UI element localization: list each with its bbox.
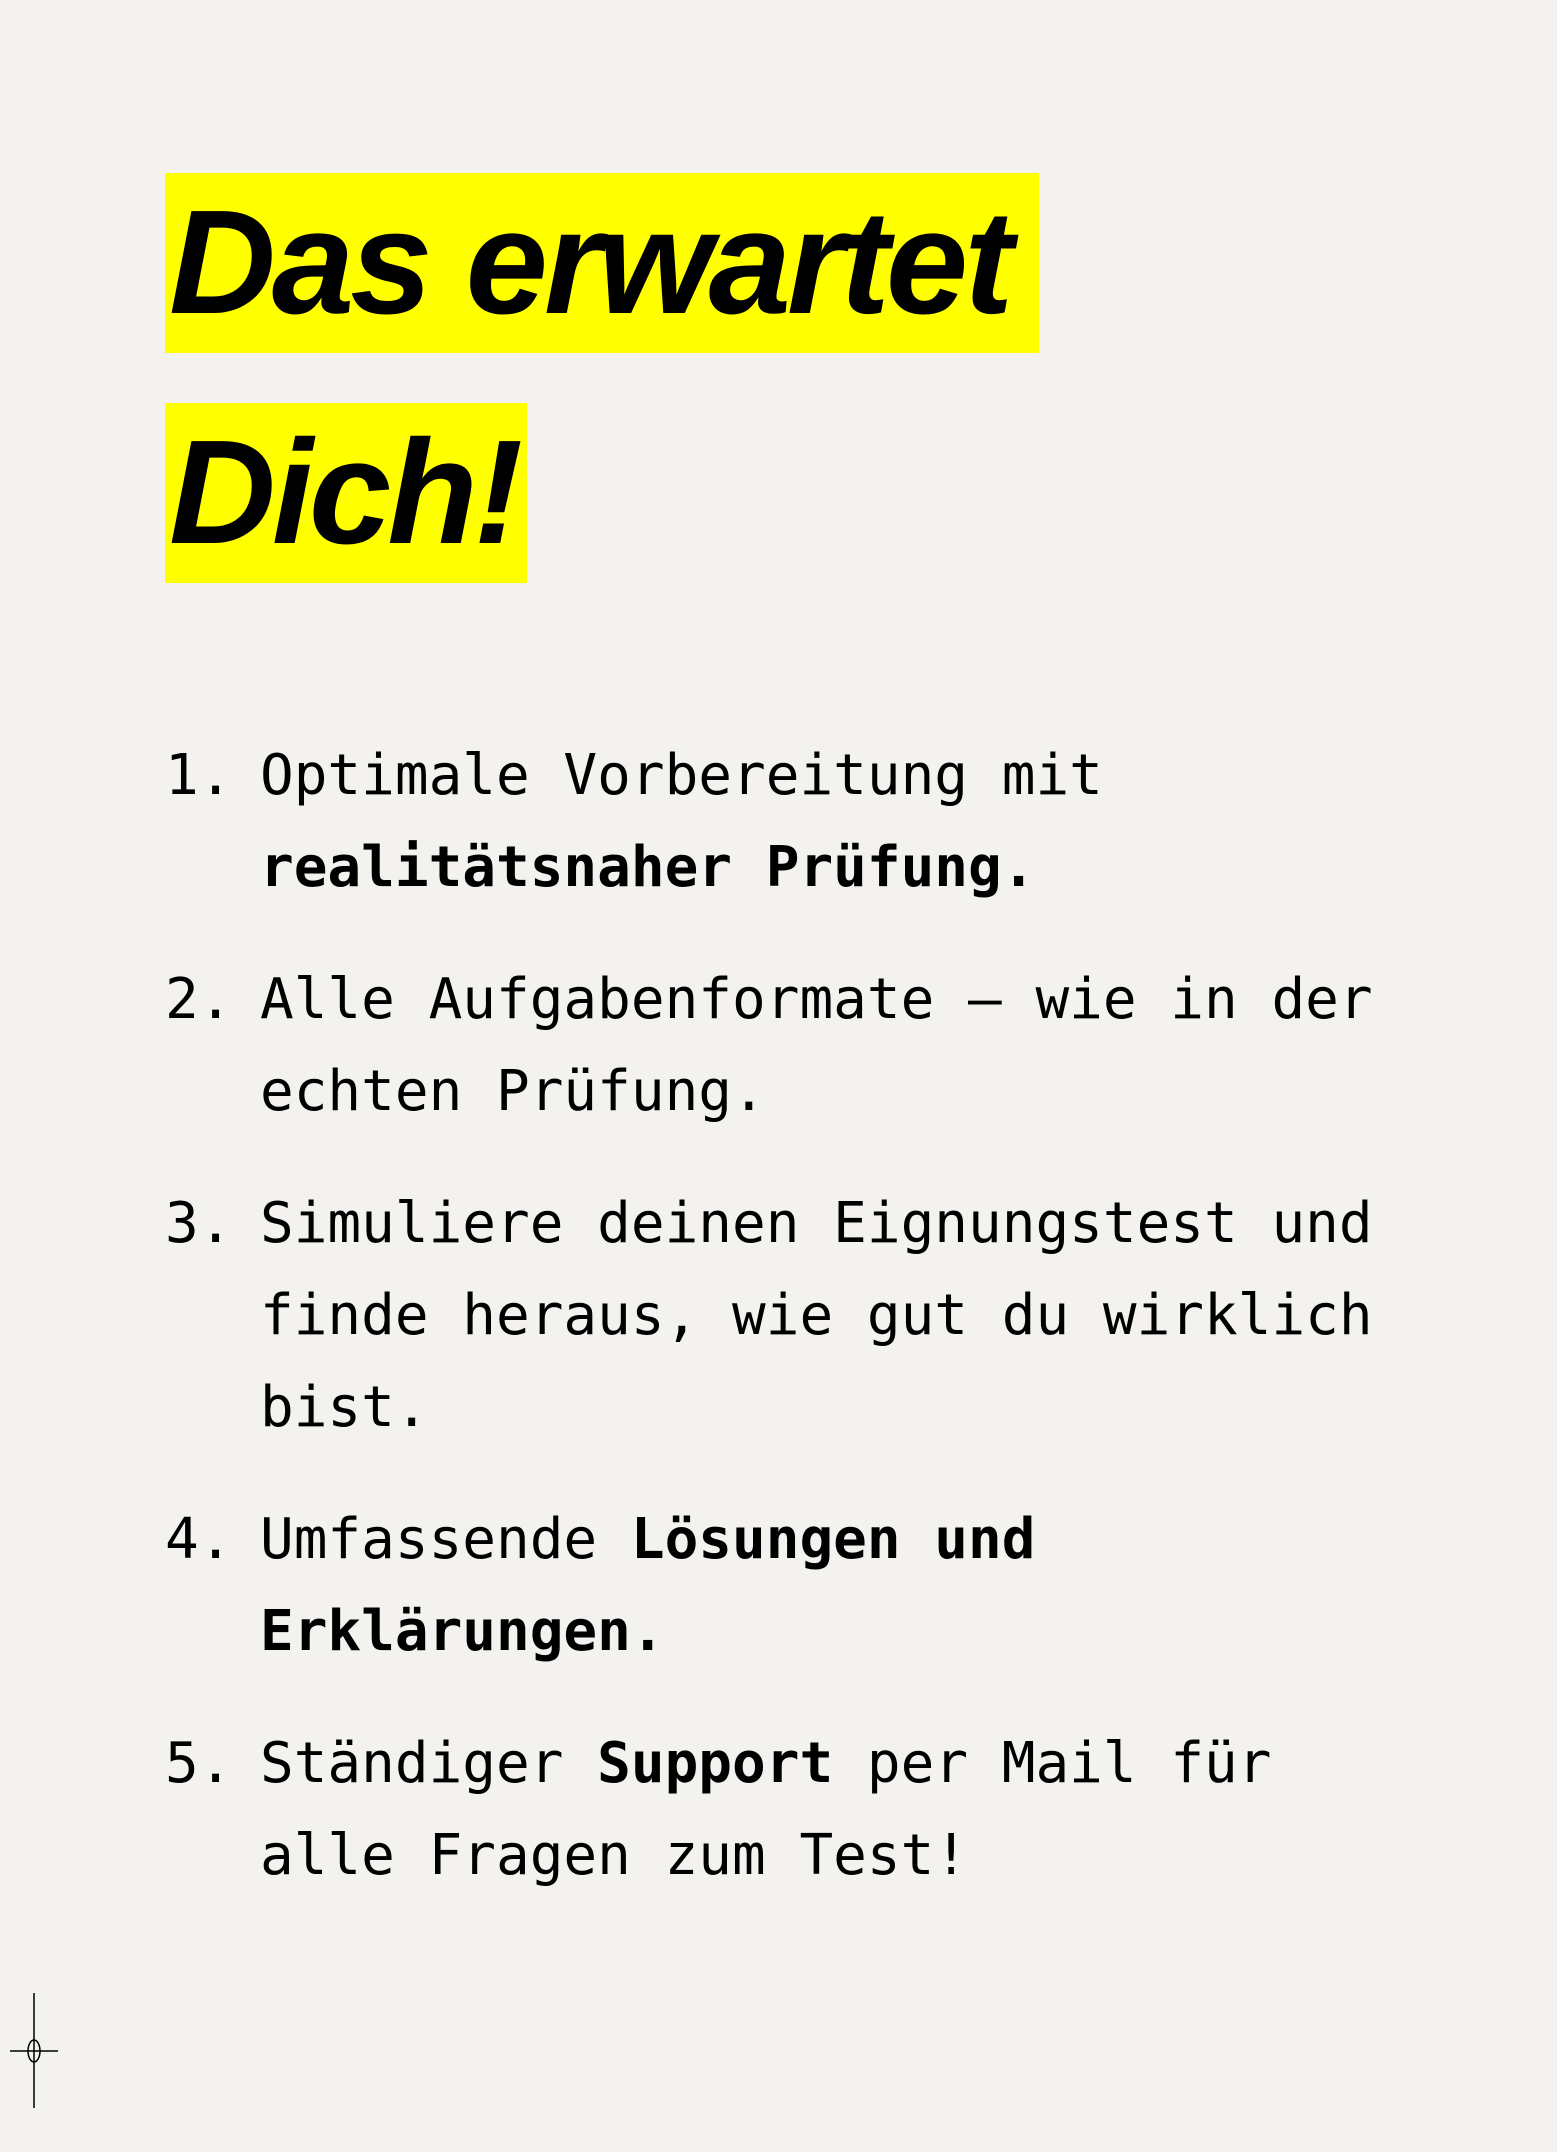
list-item-number: 3. bbox=[165, 1191, 233, 1256]
list-item-number: 4. bbox=[165, 1507, 233, 1572]
list-item-text: Alle Aufgabenformate – wie in der echten Prüfung. bbox=[260, 967, 1373, 1124]
headline-line-2: Dich! bbox=[165, 403, 527, 583]
list-item bbox=[165, 1178, 1415, 1454]
benefits-list bbox=[165, 730, 1415, 1942]
list-item-number: 2. bbox=[165, 967, 233, 1032]
list-item-text: Ständiger bbox=[260, 1731, 598, 1796]
list-item-text: Umfassende bbox=[260, 1507, 631, 1572]
list-item bbox=[165, 730, 1415, 914]
list-item bbox=[165, 1494, 1415, 1678]
list-item-bold-text: Support bbox=[597, 1731, 834, 1796]
list-item-bold-text: Lösungen und Erklärungen. bbox=[260, 1507, 1036, 1664]
headline bbox=[165, 173, 1039, 633]
registration-crop-mark-icon bbox=[10, 1993, 58, 2108]
list-item-number: 1. bbox=[165, 743, 233, 808]
headline-line-1: Das erwartet bbox=[165, 173, 1039, 353]
list-item-text: Optimale Vorbereitung mit bbox=[260, 743, 1103, 808]
list-item-text-tail: per Mail für alle Fragen zum Test! bbox=[260, 1731, 1272, 1888]
list-item-bold-text: realitätsnaher Prüfung. bbox=[260, 835, 1036, 900]
list-item bbox=[165, 954, 1415, 1138]
list-item bbox=[165, 1718, 1415, 1902]
list-item-number: 5. bbox=[165, 1731, 233, 1796]
list-item-text: Simuliere deinen Eignungstest und finde heraus, wie gut du wirklich bist. bbox=[260, 1191, 1373, 1440]
